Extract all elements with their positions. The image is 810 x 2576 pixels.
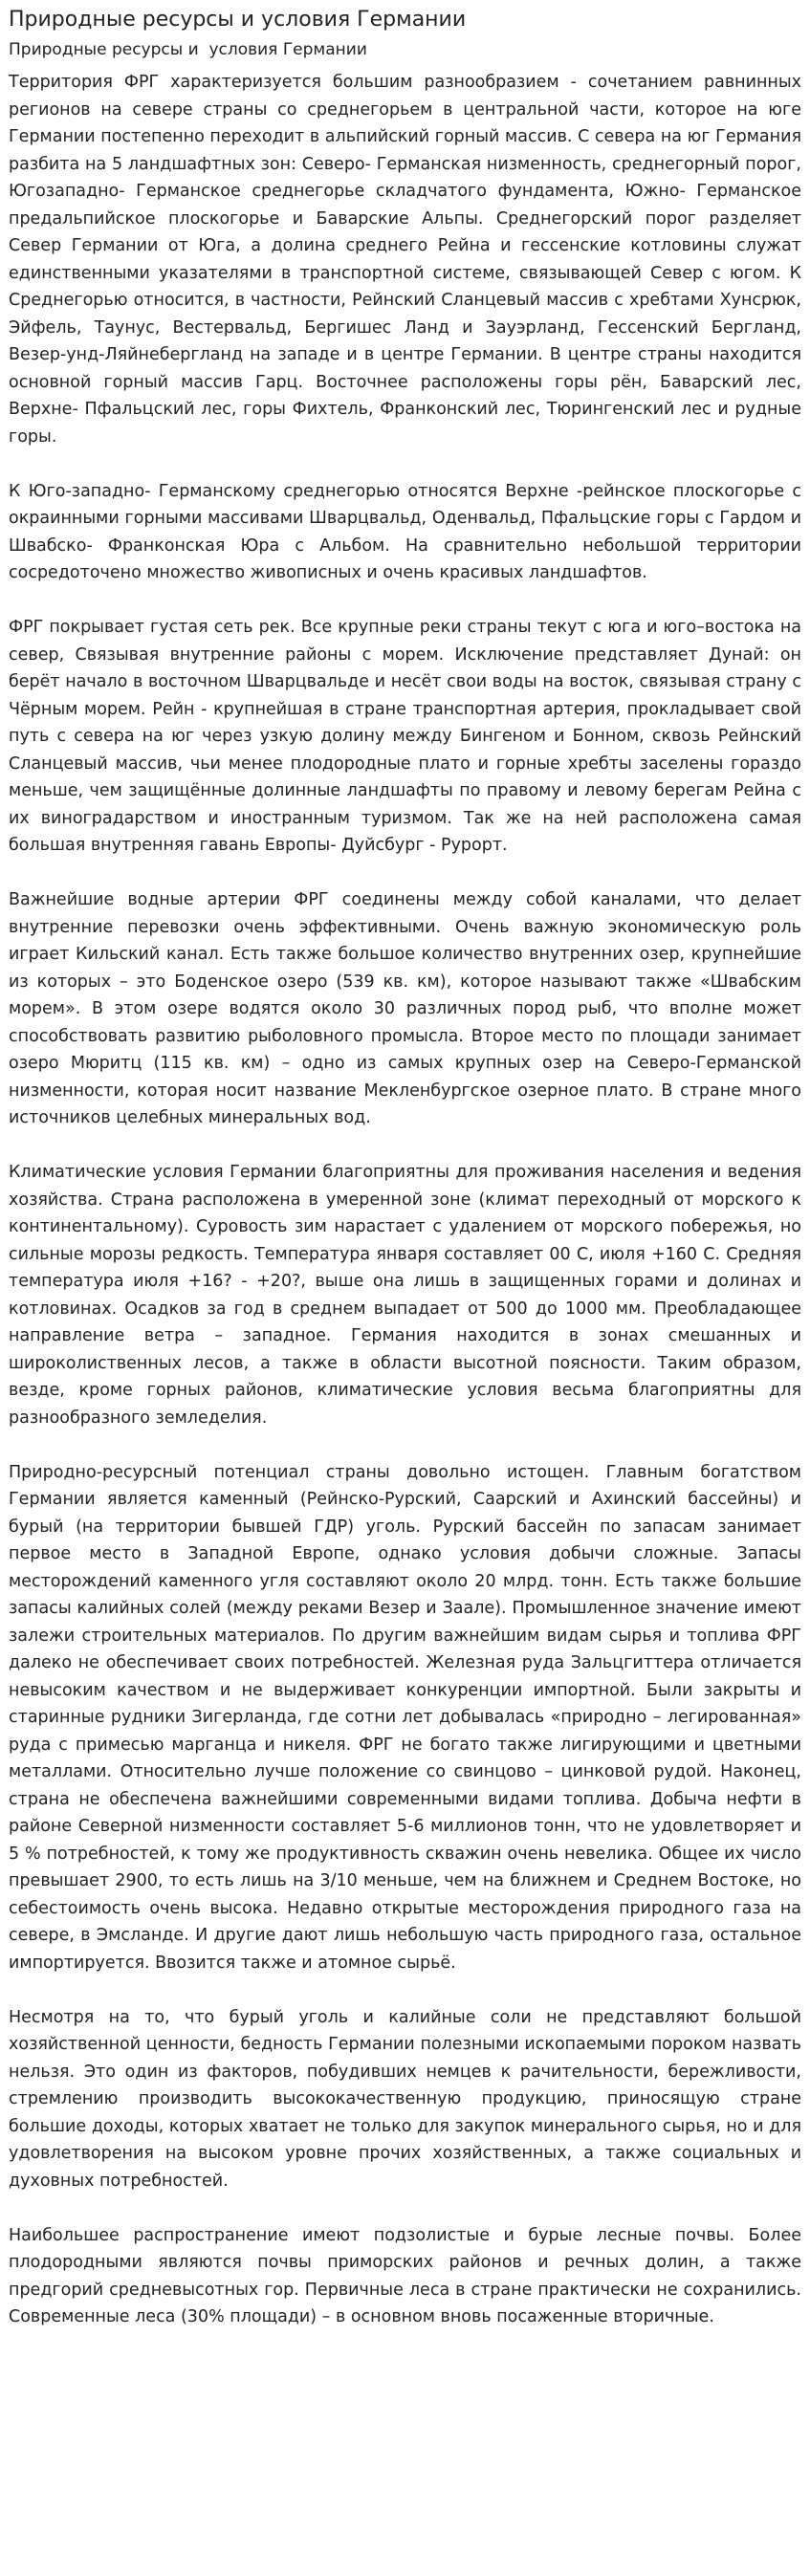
page-subtitle: Природные ресурсы и условия Германии (9, 40, 367, 59)
paragraph-landscape-zones: Территория ФРГ характеризуется большим разнообразием - сочетанием равнинных регионов на севере страны со среднегорьем в центральной части, которое на юге Германии постепенно переходит в альпийский горный массив. С севера на юг Германия разбита на 5 ландшафтных зон: Северо- Германская низменность, среднегорный порог, Югозападно- Германское среднегорье складчатого фундамента, Южно- Германское предальпийское плоскогорье и Баварские Альпы. Среднегорский порог разделяет Север Германии от Юга, а долина среднего Рейна и гессенские котловины служат единственными указателями в транспортной системе, связывающей Север с югом. К Среднегорью относится, в частности, Рейнский Сланцевый массив с хребтами Хунсрюк, Эйфель, Таунус, Вестервальд, Бергишес Ланд и Зауэрланд, Гессенский Бергланд, Везер-унд-Ляйнебергланд на западе и в центре Германии. В центре страны находится основной горный массив Гарц. Восточнее расположены горы рён, Баварский лес, Верхне- Пфальцский лес, горы Фихтель, Франконский лес, Тюрингенский лес и рудные горы. (9, 73, 801, 447)
paragraph-resource-scarcity: Несмотря на то, что бурый уголь и калийные соли не представляют большой хозяйственной ценности, бедность Германии полезными ископаемыми пороком назвать нельзя. Это один из факторов, побудивших немцев к рачительности, бережливости, стремлению производить высококачественную продукцию, приносящую стране большие доходы, которых хватает не только для закупок минерального сырья, но и для удовлетворения на высоком уровне прочих хозяйственных, а также социальных и духовных потребностей. (9, 2007, 801, 2191)
paragraph-soils-forests: Наибольшее распространение имеют подзолистые и бурые лесные почвы. Более плодородными являются почвы приморских районов и речных долин, а также предгорий средневысотных гор. Первичные леса в стране практически не сохранились. Современные леса (30% площади) – в основном вновь посаженные вторичные. (9, 2225, 801, 2326)
paragraph-climate: Климатические условия Германии благоприятны для проживания населения и ведения хозяйства. Страна расположена в умеренной зоне (климат переходный от морского к континентальному). Суровость зим нарастает с удалением от морского побережья, но сильные морозы редкость. Температура января составляет 00 С, июля +160 С. Средняя температура июля +16? - +20?, выше она лишь в защищенных горами и долинах и котловинах. Осадков за год в среднем выпадает от 500 до 1000 мм. Преобладающее направление ветра – западное. Германия находится в зонах смешанных и широколиственных лесов, а также в области высотной поясности. Таким образом, везде, кроме горных районов, климатические условия весьма благоприятны для разнообразного земледелия. (9, 1163, 801, 1428)
paragraph-rivers: ФРГ покрывает густая сеть рек. Все крупные реки страны текут с юга и юго–востока на север, Связывая внутренние районы с морем. Исключение представляет Дунай: он берёт начало в восточном Шварцвальде и несёт свои воды на восток, связывая страну с Чёрным морем. Рейн - крупнейшая в стране транспортная артерия, прокладывает свой путь с севера на юг через узкую долину между Бингеном и Бонном, сквозь Рейнский Сланцевый массив, чьи менее плодородные плато и горные хребты заселены гораздо меньше, чем защищённые долинные ландшафты по правому и левому берегам Рейна с их виноградарством и иностранным туризмом. Так же на ней расположена самая большая внутренняя гавань Европы- Дуйсбург - Рурорт. (9, 618, 801, 855)
paragraph-southwest-uplands: К Юго-западно- Германскому среднегорью относятся Верхне -рейнское плоскогорье с окраинными горными массивами Шварцвальд, Оденвальд, Пфальцские горы с Гардом и Швабско- Франконская Юра с Альбом. На сравнительно небольшой территории сосредоточено множество живописных и очень красивых ландшафтов. (9, 481, 801, 582)
page-title: Природные ресурсы и условия Германии (9, 8, 467, 32)
paragraph-natural-resources: Природно-ресурсный потенциал страны довольно истощен. Главным богатством Германии является каменный (Рейнско-Рурский, Саарский и Ахинский бассейны) и бурый (на территории бывшей ГДР) уголь. Рурский бассейн по запасам занимает первое место в Западной Европе, однако условия добычи сложные. Запасы месторождений каменного угля составляют около 20 млрд. тонн. Есть также большие запасы калийных солей (между реками Везер и Заале). Промышленное значение имеют залежи строительных материалов. По другим важнейшим видам сырья и топлива ФРГ далеко не обеспечивает своих потребностей. Железная руда Зальцгиттера отличается невысоким качеством и не выдерживает конкуренции импортной. Были закрыты и старинные рудники Зигерланда, где сотни лет добывалась «природно – легированная» руда с примесью марганца и никеля. ФРГ не богато также лигирующими и цветными металлами. Относительно лучше положение со свинцово – цинковой рудой. Наконец, страна не обеспечена важнейшими современными видами топлива. Добыча нефти в районе Северной низменности составляет 5-6 миллионов тонн, что не удовлетворяет и 5 % потребностей, к тому же продуктивность скважин очень невелика. Общее их число превышает 2900, то есть лишь на 3/10 меньше, чем на ближнем и Среднем Востоке, но себестоимость очень высока. Недавно открытые месторождения природного газа на севере, в Эмсланде. И другие дают лишь небольшую часть природного газа, остальное импортируется. Ввозится также и атомное сырьё. (9, 1462, 801, 1973)
paragraph-canals-lakes: Важнейшие водные артерии ФРГ соединены между собой каналами, что делает внутренние перевозки очень эффективными. Очень важную экономическую роль играет Кильский канал. Есть также большое количество внутренних озер, крупнейшие из которых – это Боденское озеро (539 кв. км), которое называют также «Швабским морем». В этом озере водятся около 30 различных пород рыб, что вполне может способствовать развитию рыболовного промысла. Второе место по площади занимает озеро Мюритц (115 кв. км) – одно из самых крупных озер на Северо-Германской низменности, которая носит название Мекленбургское озерное плато. В стране много источников целебных минеральных вод. (9, 890, 801, 1127)
